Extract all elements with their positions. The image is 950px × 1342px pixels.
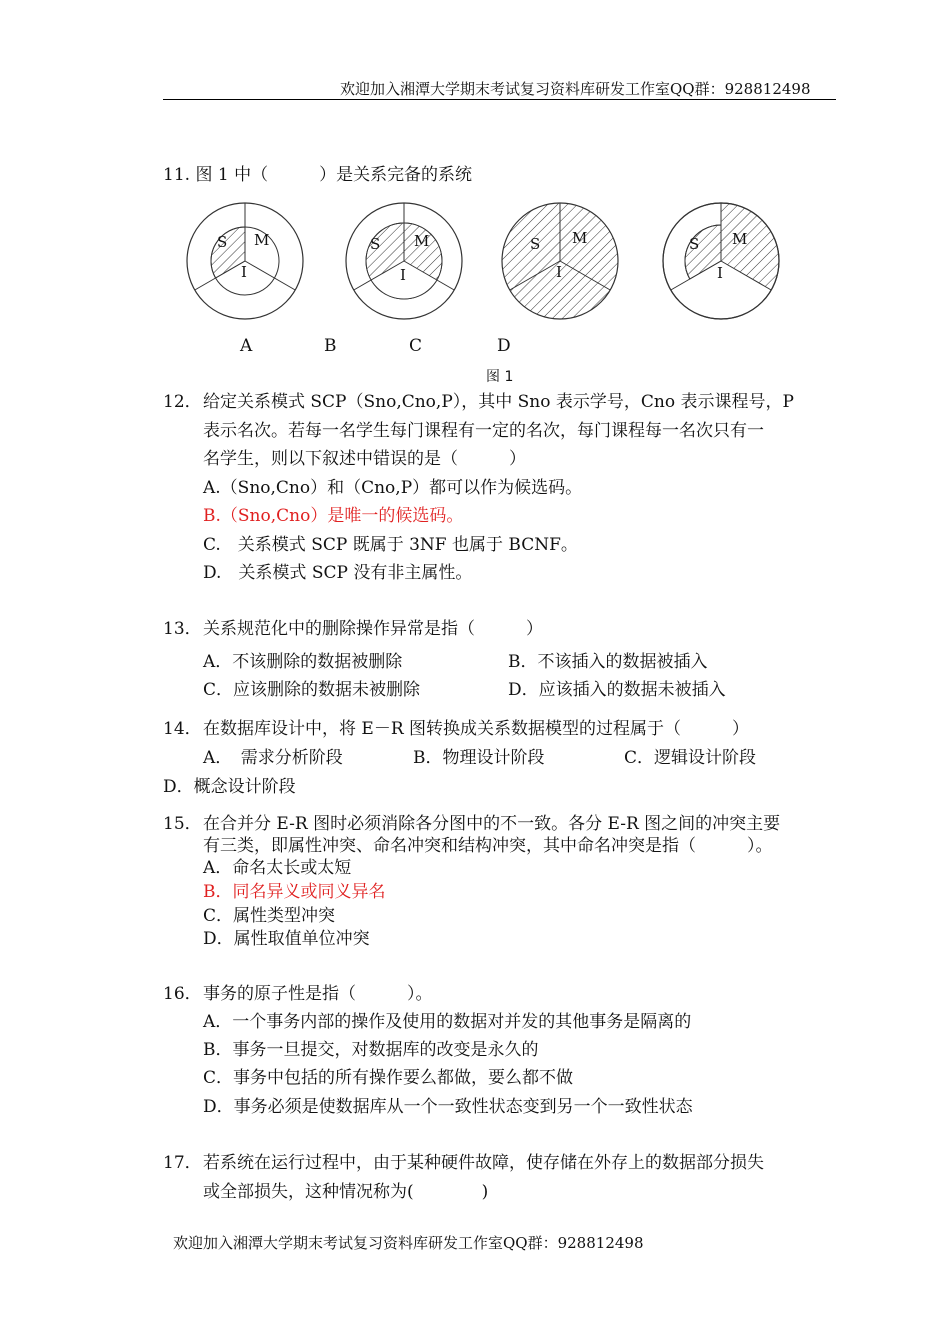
- q13-stem: 关系规范化中的删除操作异常是指（ ）: [203, 619, 543, 639]
- q13-option-d: D．应该插入的数据未被插入: [508, 680, 726, 700]
- q11-stem: 11. 图 1 中（ ）是关系完备的系统: [163, 165, 473, 185]
- q12-stem-line1: 给定关系模式 SCP（Sno,Cno,P），其中 Sno 表示学号，Cno 表示课程号，P: [203, 392, 794, 412]
- diagram-a: [187, 203, 303, 319]
- label-m: M: [732, 230, 748, 248]
- q15-option-a: A．命名太长或太短: [203, 858, 352, 878]
- label-s: S: [530, 235, 541, 253]
- label-i: I: [717, 264, 723, 282]
- label-s: S: [217, 233, 228, 251]
- label-s: S: [689, 235, 700, 253]
- label-i: I: [400, 266, 406, 284]
- diagram-b: [346, 203, 462, 319]
- q12-option-c: C. 关系模式 SCP 既属于 3NF 也属于 BCNF。: [203, 535, 578, 555]
- q12-option-d: D. 关系模式 SCP 没有非主属性。: [203, 563, 473, 583]
- q16-option-c: C．事务中包括的所有操作要么都做，要么都不做: [203, 1068, 574, 1088]
- q16-option-a: A．一个事务内部的操作及使用的数据对并发的其他事务是隔离的: [203, 1012, 692, 1032]
- q15-stem-line1: 在合并分 E-R 图时必须消除各分图中的不一致。各分 E-R 图之间的冲突主要: [203, 814, 781, 834]
- q17-stem-line1: 若系统在运行过程中，由于某种硬件故障，使存储在外存上的数据部分损失: [203, 1153, 764, 1173]
- label-m: M: [254, 231, 270, 249]
- q13-option-b: B．不该插入的数据被插入: [508, 652, 708, 672]
- q13-option-c: C．应该删除的数据未被删除: [203, 680, 421, 700]
- q12-stem-line2: 表示名次。若每一名学生每门课程有一定的名次，每门课程每一名次只有一: [203, 421, 764, 441]
- q16-option-b: B．事务一旦提交，对数据库的改变是永久的: [203, 1040, 539, 1060]
- label-i: I: [241, 263, 247, 281]
- q11-option-c: C: [409, 336, 423, 356]
- q14-option-b: B．物理设计阶段: [413, 748, 545, 768]
- q12-option-a: A.（Sno,Cno）和（Cno,P）都可以作为候选码。: [203, 478, 583, 498]
- q15-option-b-answer: B．同名异义或同义异名: [203, 882, 386, 902]
- q14-stem: 在数据库设计中，将 E－R 图转换成关系数据模型的过程属于（ ）: [203, 719, 750, 739]
- q15-option-d: D．属性取值单位冲突: [203, 929, 370, 949]
- q12-number: 12．: [163, 392, 202, 412]
- q16-option-d: D．事务必须是使数据库从一个一致性状态变到另一个一致性状态: [203, 1097, 693, 1117]
- q14-option-d: D．概念设计阶段: [163, 777, 296, 797]
- q17-stem-line2: 或全部损失，这种情况称为( ): [203, 1182, 489, 1202]
- q14-option-c: C．逻辑设计阶段: [624, 748, 757, 768]
- q13-number: 13．: [163, 619, 202, 639]
- label-m: M: [414, 232, 430, 250]
- q14-option-a: A． 需求分析阶段: [203, 748, 343, 768]
- diagram-c: [502, 203, 618, 319]
- q15-stem-line2: 有三类，即属性冲突、命名冲突和结构冲突，其中命名冲突是指（ ）。: [203, 836, 773, 856]
- q11-option-a: A: [240, 336, 253, 356]
- q11-option-b: B: [324, 336, 337, 356]
- q16-stem: 事务的原子性是指（ ）。: [203, 984, 433, 1004]
- page-footer: 欢迎加入湘潭大学期末考试复习资料库研发工作室QQ群：928812498: [173, 1234, 644, 1252]
- q11-option-d: D: [497, 336, 511, 356]
- q15-number: 15．: [163, 814, 202, 834]
- label-i: I: [556, 263, 562, 281]
- page-header: 欢迎加入湘潭大学期末考试复习资料库研发工作室QQ群：928812498: [340, 80, 811, 98]
- diagram-d: [663, 203, 779, 319]
- q14-number: 14．: [163, 719, 202, 739]
- header-divider: [163, 99, 836, 100]
- q12-option-b-answer: B.（Sno,Cno）是唯一的候选码。: [203, 506, 464, 526]
- q16-number: 16．: [163, 984, 202, 1004]
- label-s: S: [370, 235, 381, 253]
- figure-caption: 图 1: [486, 369, 514, 385]
- q13-option-a: A．不该删除的数据被删除: [203, 652, 403, 672]
- label-m: M: [572, 229, 588, 247]
- q12-stem-line3: 名学生，则以下叙述中错误的是（ ）: [203, 449, 526, 469]
- figure-1-diagrams: [175, 195, 795, 330]
- q15-option-c: C．属性类型冲突: [203, 906, 336, 926]
- q17-number: 17．: [163, 1153, 202, 1173]
